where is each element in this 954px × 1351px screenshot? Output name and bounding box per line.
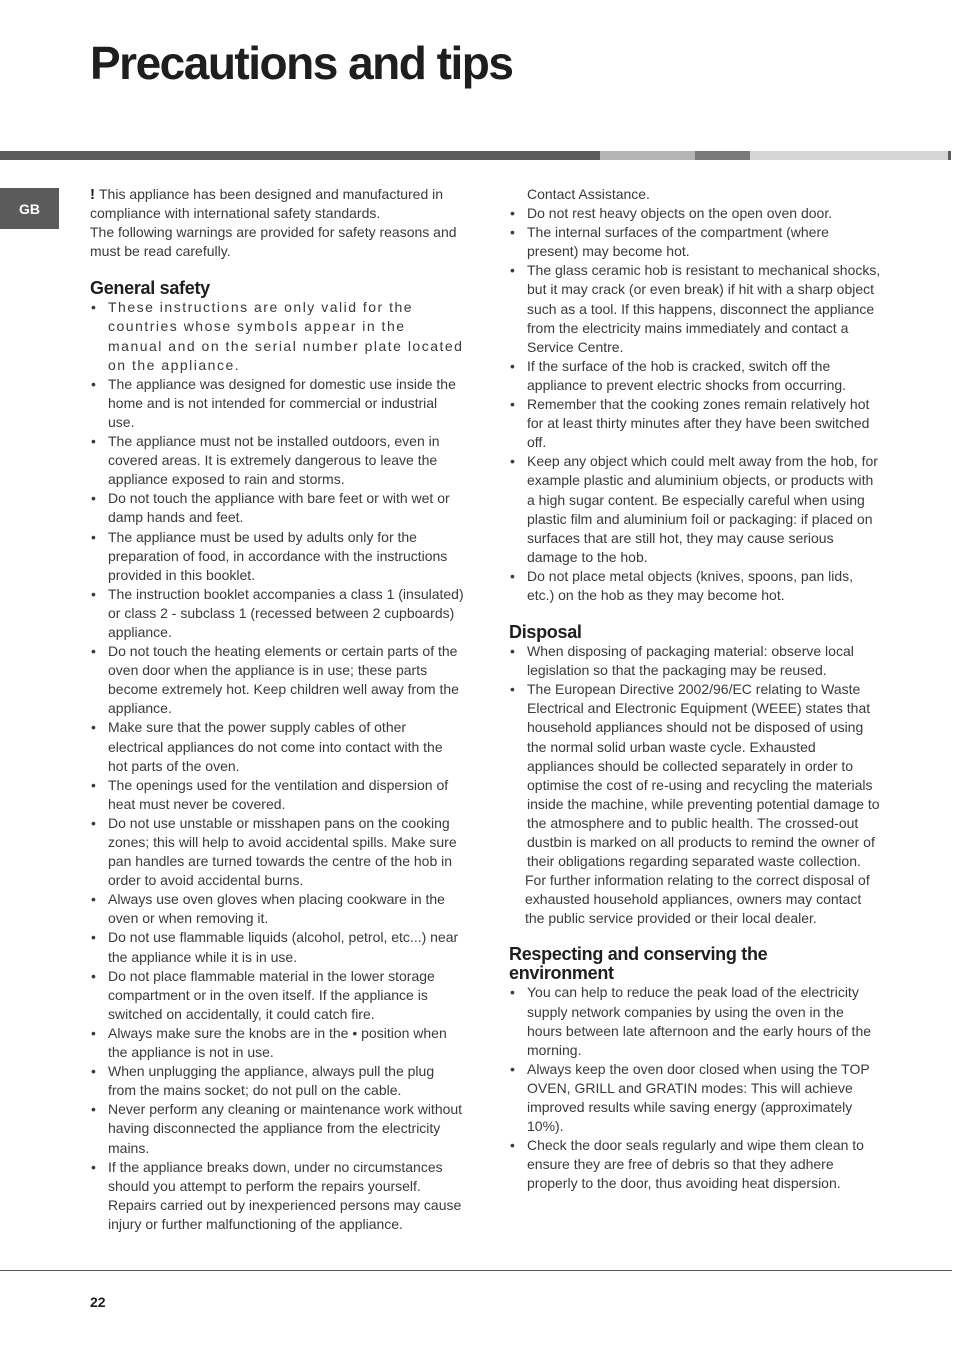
list-item: • Do not touch the appliance with bare feet or with wet or damp hands and feet. <box>90 489 464 527</box>
list-item: • Do not place flammable material in the lower storage compartment or in the oven itself. If the appliance is switched on accidentally, it could catch fire. <box>90 967 464 1024</box>
left-column <box>90 185 464 1234</box>
list-item: • Keep any object which could melt away from the hob, for example plastic and aluminium objects, or products with a high sugar content. Be especially careful when using plastic film and aluminium foil or packaging: if placed on surfaces that are still hot, they may cause serious damage to the hob. <box>509 452 881 567</box>
list-item: • Do not use flammable liquids (alcohol, petrol, etc...) near the appliance while it is in use. <box>90 928 464 966</box>
list-item: • The appliance must not be installed outdoors, even in covered areas. It is extremely dangerous to leave the appliance exposed to rain and storms. <box>90 432 464 489</box>
environment-heading-line-1: Respecting and conserving the <box>509 944 768 965</box>
list-item: • Remember that the cooking zones remain relatively hot for at least thirty minutes after they have been switched off. <box>509 395 881 452</box>
list-item: • Never perform any cleaning or maintenance work without having disconnected the appliance from the electricity mains. <box>90 1100 464 1157</box>
list-item: • The internal surfaces of the compartment (where present) may become hot. <box>509 223 881 261</box>
environment-heading <box>509 945 881 983</box>
intro-line-2: The following warnings are provided for safety reasons and must be read carefully. <box>90 224 457 260</box>
list-item: • Always make sure the knobs are in the • position when the appliance is not in use. <box>90 1024 464 1062</box>
list-item: • If the surface of the hob is cracked, switch off the appliance to prevent electric shocks from occurring. <box>509 357 881 395</box>
list-item: • The European Directive 2002/96/EC relating to Waste Electrical and Electronic Equipment (WEEE) states that household appliances should not be disposed of using the normal solid urban waste cycle. Exhausted appliances should be collected separately in order to optimise the cost of re-using and recycling the materials inside the machine, while preventing potential damage to the atmosphere and to public health. The crossed-out dustbin is marked on all products to remind the owner of their obligations regarding separated waste collection. <box>509 680 881 871</box>
page-title: Precautions and tips <box>90 37 513 89</box>
list-item: • When unplugging the appliance, always pull the plug from the mains socket; do not pull on the cable. <box>90 1062 464 1100</box>
footer-divider <box>0 1270 952 1271</box>
general-safety-list-continued <box>509 204 881 605</box>
header-bar-segment-mid <box>695 151 750 160</box>
header-color-bar <box>0 151 954 160</box>
intro-notice <box>90 185 464 261</box>
list-item: • These instructions are only valid for the countries whose symbols appear in the manual and on the serial number plate located on the appliance. <box>90 298 464 374</box>
environment-heading-line-2: environment <box>509 963 614 984</box>
list-item: • If the appliance breaks down, under no circumstances should you attempt to perform the repairs yourself. Repairs carried out by inexperienced persons may cause injury or further malfunctioning of the appliance. <box>90 1158 464 1234</box>
right-column <box>509 185 881 1194</box>
environment-list <box>509 983 881 1193</box>
list-item: • The glass ceramic hob is resistant to mechanical shocks, but it may crack (or even break) if hit with a sharp object such as a tool. If this happens, disconnect the appliance from the electricity mains immediately and contact a Service Centre. <box>509 261 881 356</box>
header-bar-segment-end <box>948 151 951 160</box>
warning-mark-icon: ! <box>90 186 95 203</box>
list-item: • Check the door seals regularly and wipe them clean to ensure they are free of debris so that they adhere properly to the door, thus avoiding heat dispersion. <box>509 1136 881 1193</box>
list-item: • Do not place metal objects (knives, spoons, pan lids, etc.) on the hob as they may become hot. <box>509 567 881 605</box>
intro-text-1: This appliance has been designed and manufactured in compliance with international safety standards. <box>90 186 444 222</box>
list-item: • Always use oven gloves when placing cookware in the oven or when removing it. <box>90 890 464 928</box>
language-tab: GB <box>0 188 59 229</box>
disposal-heading: Disposal <box>509 622 582 643</box>
disposal-note: For further information relating to the correct disposal of exhausted household appliances, owners may contact the public service provided or their local dealer. <box>525 872 870 927</box>
list-item: • The appliance must be used by adults only for the preparation of food, in accordance with the instructions provided in this booklet. <box>90 528 464 585</box>
list-item: • You can help to reduce the peak load of the electricity supply network companies by using the oven in the hours between late afternoon and the early hours of the morning. <box>509 983 881 1059</box>
list-item: • When disposing of packaging material: observe local legislation so that the packaging may be reused. <box>509 642 881 680</box>
list-item: • Do not use unstable or misshapen pans on the cooking zones; this will help to avoid accidental spills. Make sure pan handles are turned towards the centre of the hob in order to avoid accidental burns. <box>90 814 464 890</box>
list-item: • Do not touch the heating elements or certain parts of the oven door when the appliance is in use; these parts become extremely hot. Keep children well away from the appliance. <box>90 642 464 718</box>
header-bar-segment-dark <box>0 151 600 160</box>
list-item: • The appliance was designed for domestic use inside the home and is not intended for commercial or industrial use. <box>90 375 464 432</box>
intro-line-1 <box>90 185 464 223</box>
list-item: • Do not rest heavy objects on the open oven door. <box>509 204 881 223</box>
disposal-list <box>509 642 881 871</box>
header-bar-segment-pale <box>750 151 948 160</box>
list-item: • The instruction booklet accompanies a class 1 (insulated) or class 2 - subclass 1 (recessed between 2 cupboards) appliance. <box>90 585 464 642</box>
list-item: • Always keep the oven door closed when using the TOP OVEN, GRILL and GRATIN modes: This will achieve improved results while saving energy (approximately 10%). <box>509 1060 881 1136</box>
general-safety-heading: General safety <box>90 278 210 299</box>
general-safety-list <box>90 298 464 1234</box>
continued-text: Contact Assistance. <box>527 186 650 202</box>
page-number: 22 <box>90 1294 106 1310</box>
header-bar-segment-light <box>600 151 695 160</box>
list-item: • The openings used for the ventilation and dispersion of heat must never be covered. <box>90 776 464 814</box>
list-item: • Make sure that the power supply cables of other electrical appliances do not come into contact with the hot parts of the oven. <box>90 718 464 775</box>
